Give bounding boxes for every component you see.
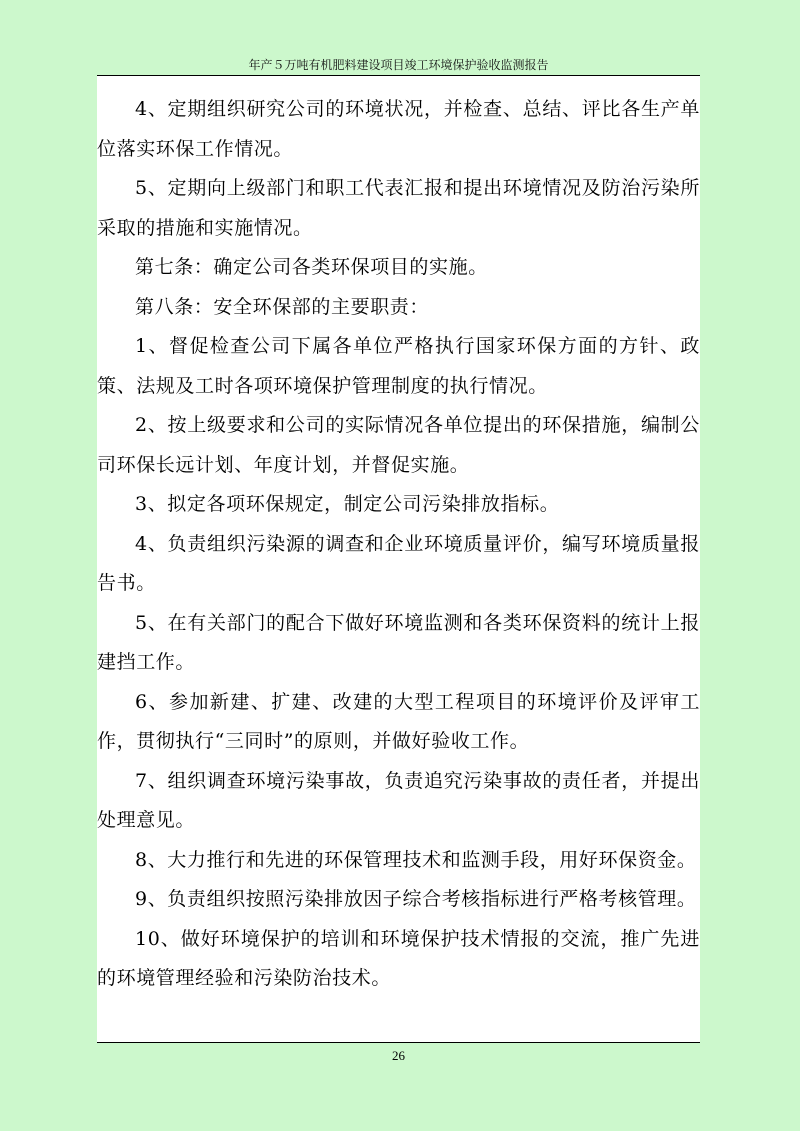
paragraph: 8、大力推行和先进的环保管理技术和监测手段，用好环保资金。 xyxy=(135,848,697,871)
paragraph: 7、组织调查环境污染事故，负责追究污染事故的责任者，并提出处理意见。 xyxy=(97,769,700,831)
paragraph: 4、定期组织研究公司的环境状况，并检查、总结、评比各生产单位落实环保工作情况。 xyxy=(97,98,700,160)
footer-divider xyxy=(97,1042,700,1043)
paragraph: 10、做好环境保护的培训和环境保护技术情报的交流，推广先进的环境管理经验和污染防治技术。 xyxy=(97,927,700,989)
paragraph: 9、负责组织按照污染排放因子综合考核指标进行严格考核管理。 xyxy=(135,888,697,910)
paragraph: 第七条：确定公司各类环保项目的实施。 xyxy=(135,256,488,278)
page-header: 年产５万吨有机肥料建设项目竣工环境保护验收监测报告 xyxy=(248,58,549,72)
paragraph: 4、负责组织污染源的调查和企业环境质量评价，编写环境质量报告书。 xyxy=(97,532,700,594)
paragraph: 第八条：安全环保部的主要职责： xyxy=(135,295,430,318)
paragraph: 3、拟定各项环保规定，制定公司污染排放指标。 xyxy=(135,493,560,515)
paragraph: 5、在有关部门的配合下做好环境监测和各类环保资料的统计上报建挡工作。 xyxy=(97,611,700,673)
document-body xyxy=(97,76,700,1042)
paragraph: 2、按上级要求和公司的实际情况各单位提出的环保措施，编制公司环保长远计划、年度计划，并督促实施。 xyxy=(97,414,700,476)
paragraph: 5、定期向上级部门和职工代表汇报和提出环境情况及防治污染所采取的措施和实施情况。 xyxy=(97,177,700,239)
paragraph: 1、督促检查公司下属各单位严格执行国家环保方面的方针、政策、法规及工时各项环境保护管理制度的执行情况。 xyxy=(97,335,700,397)
paragraph: 6、参加新建、扩建、改建的大型工程项目的环境评价及评审工作，贯彻执行“三同时”的原则，并做好验收工作。 xyxy=(97,690,700,752)
page-number: 26 xyxy=(392,1048,405,1063)
